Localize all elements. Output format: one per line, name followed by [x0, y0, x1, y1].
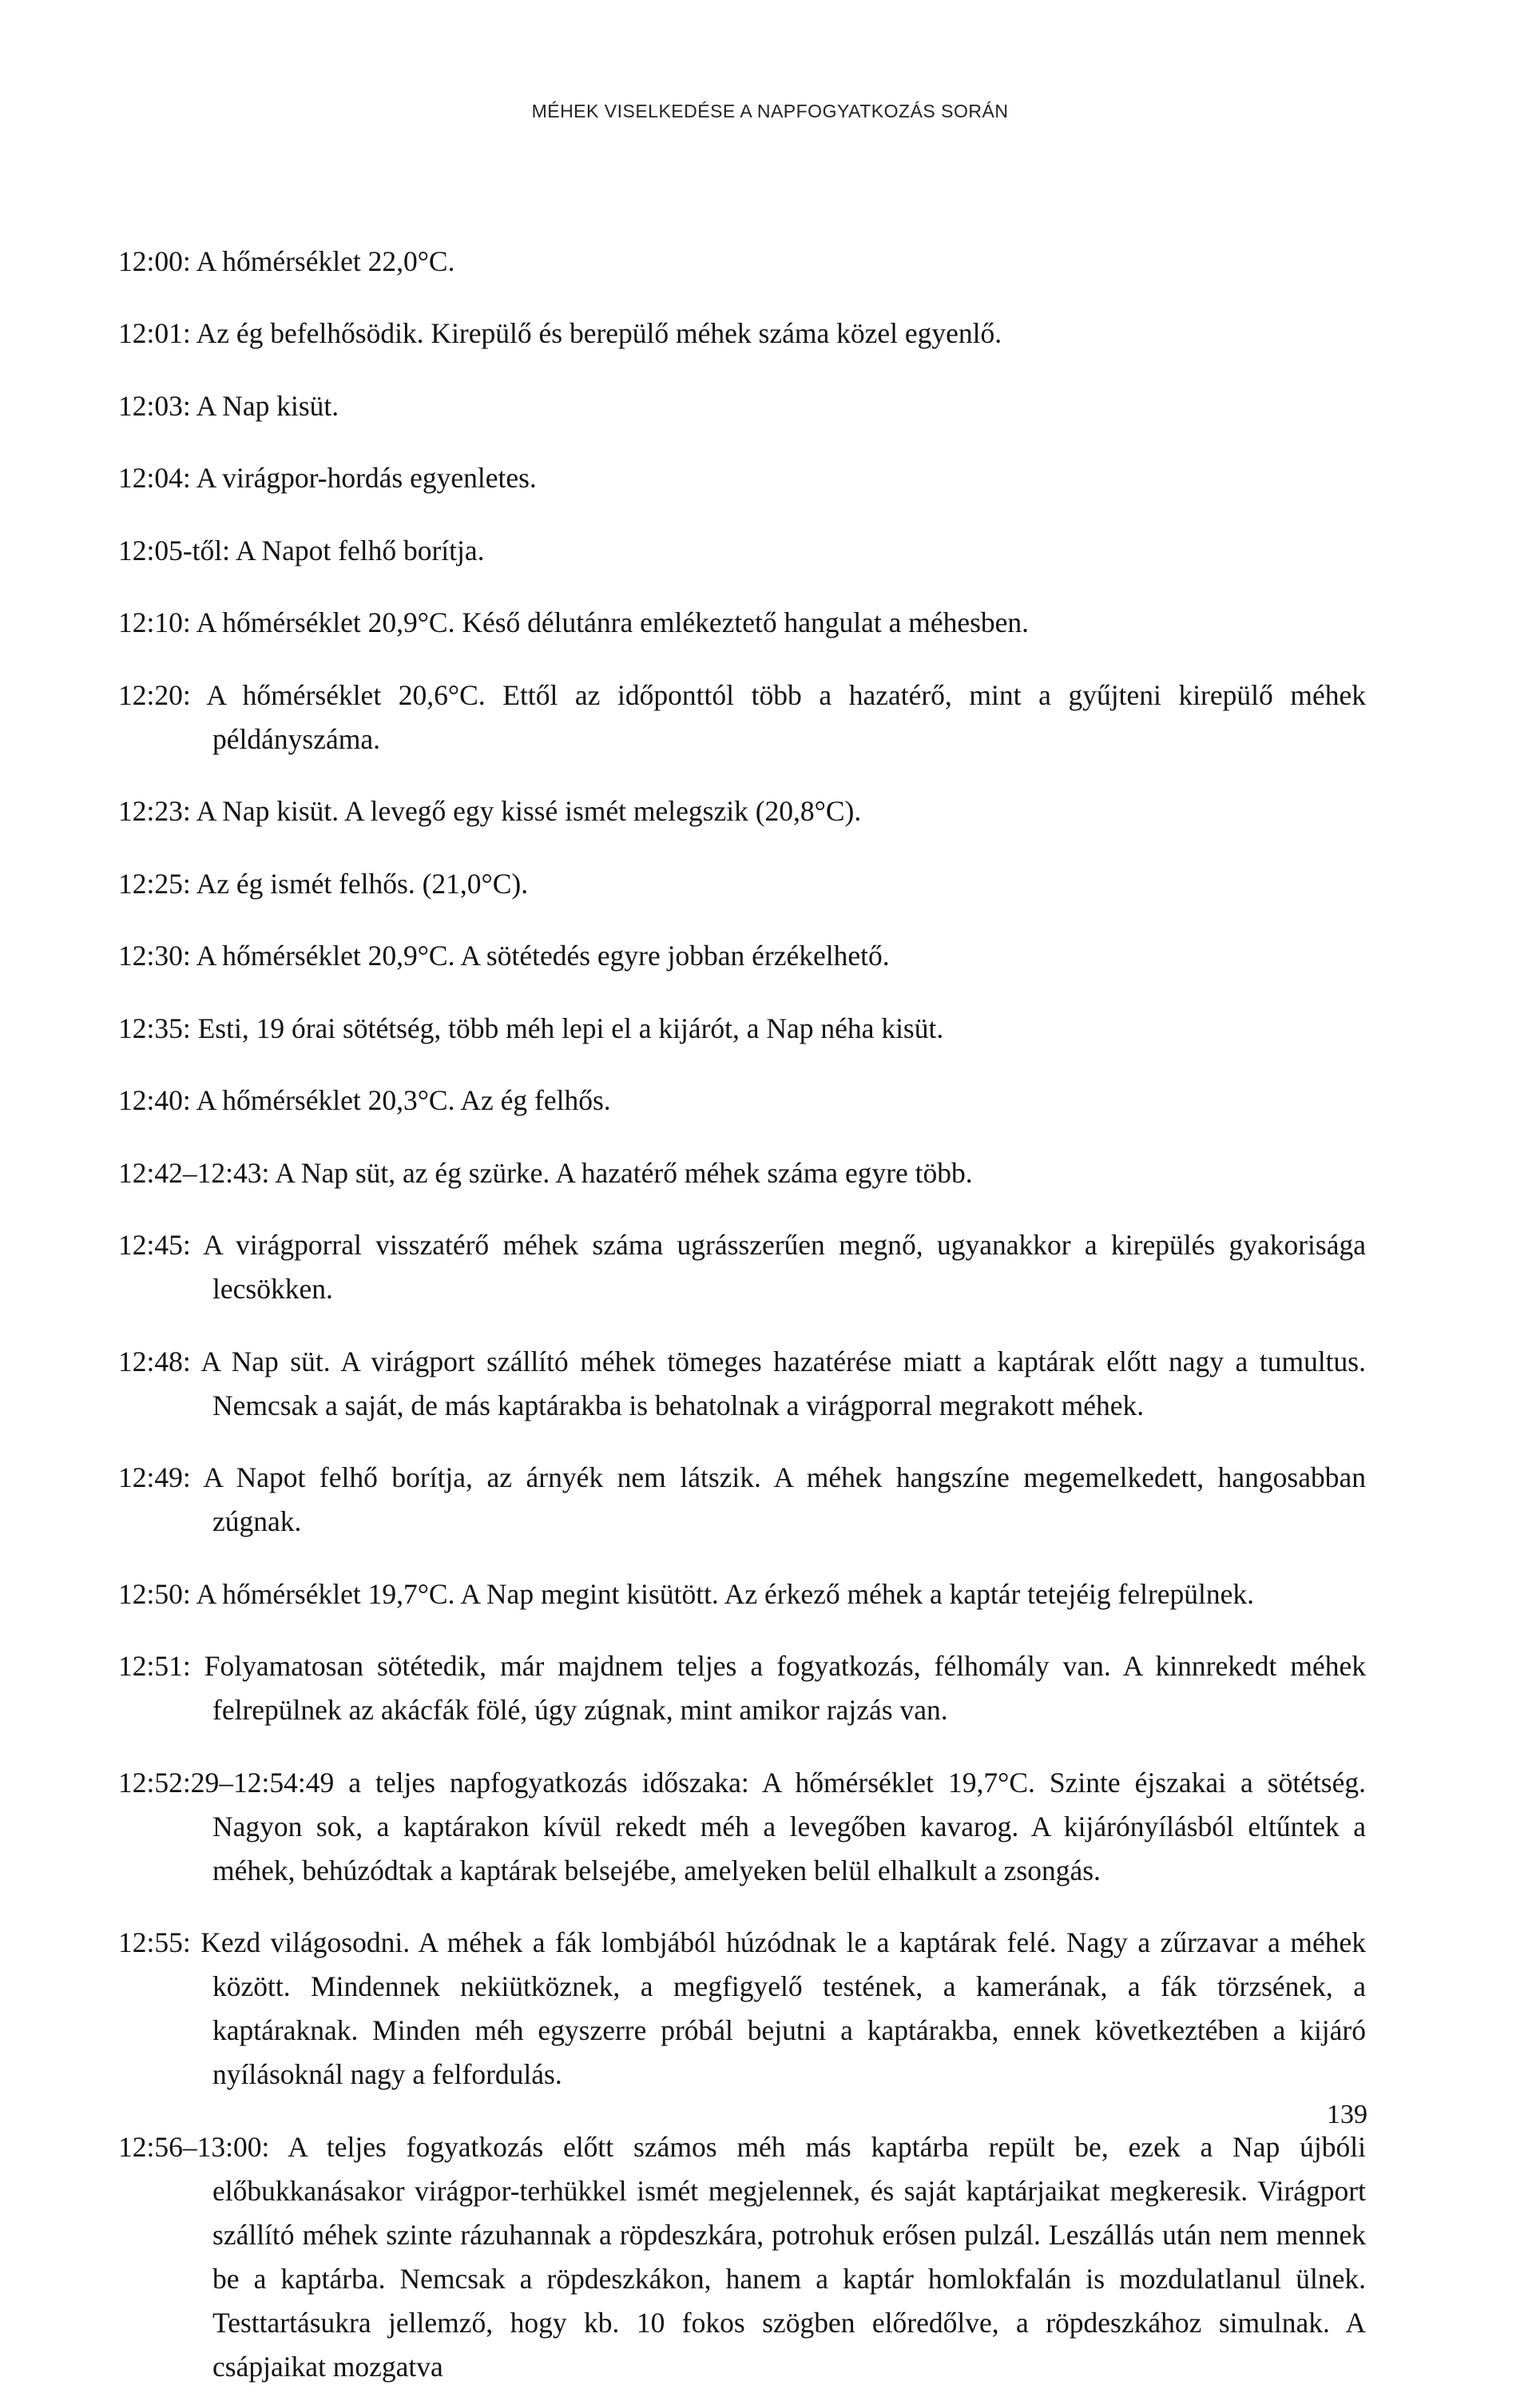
- log-entry: [118, 1456, 1366, 1544]
- entry-time: 12:56–13:00:: [118, 2130, 270, 2163]
- entry-time: 12:52:29–12:54:49: [118, 1766, 335, 1799]
- entry-time: 12:10:: [118, 606, 191, 638]
- log-entry: [118, 384, 1366, 428]
- entry-text: A Napot felhő borítja.: [235, 534, 485, 566]
- log-entry: [118, 1644, 1366, 1732]
- entry-time: 12:20:: [118, 678, 191, 711]
- entry-text: A hőmérséklet 20,3°C. Az ég felhős.: [196, 1084, 611, 1116]
- entry-time: 12:49:: [118, 1461, 191, 1493]
- entry-time: 12:51:: [118, 1650, 191, 1682]
- entry-text: A Nap süt. A virágport szállító méhek tömeges hazatérése miatt a kaptárak előtt nagy a tumultus. Nemcsak a saját, de más kaptárakba is behatolnak a virágporral megrakott méhek.: [200, 1345, 1366, 1421]
- entry-text: A hőmérséklet 19,7°C. A Nap megint kisütött. Az érkező méhek a kaptár tetejéig felrepülnek.: [196, 1577, 1255, 1610]
- entry-time: 12:05-től:: [118, 534, 231, 566]
- entry-text: A teljes fogyatkozás előtt számos méh más kaptárba repült be, ezek a Nap újbóli előbukkanásakor virágpor-terhükkel ismét megjelennek, és saját kaptárjaikat megkeresik. Virágport szállító méhek szinte rázuhannak a röpdeszkára, potrohuk erősen pulzál. Leszállás után nem mennek be a kaptárba. Nemcsak a röpdeszkákon, hanem a kaptár homlokfalán is mozdulatlanul ülnek. Testtartásukra jellemző, hogy kb. 10 fokos szögben előredőlve, a röpdeszkához simulnak. A csápjaikat mozgatva: [212, 2130, 1367, 2383]
- entry-time: 12:42–12:43:: [118, 1156, 270, 1189]
- entry-time: 12:01:: [118, 317, 191, 349]
- log-entry: [118, 1921, 1366, 2097]
- page-number: 139: [1327, 2100, 1367, 2129]
- log-entry: [118, 674, 1366, 761]
- log-entry: [118, 529, 1366, 573]
- log-entries: [118, 211, 1366, 2397]
- entry-time: 12:40:: [118, 1084, 191, 1116]
- log-entry: [118, 862, 1366, 906]
- log-entry: [118, 934, 1366, 978]
- log-entry: [118, 789, 1366, 833]
- log-entry: [118, 1079, 1366, 1123]
- log-entry: [118, 2125, 1366, 2389]
- entry-text: Esti, 19 órai sötétség, több méh lepi el a kijárót, a Nap néha kisüt.: [197, 1012, 944, 1044]
- entry-text: Az ég befelhősödik. Kirepülő és berepülő méhek száma közel egyenlő.: [196, 317, 1002, 349]
- running-header: MÉHEK VISELKEDÉSE A NAPFOGYATKOZÁS SORÁN: [531, 101, 1009, 121]
- entry-text: Folyamatosan sötétedik, már majdnem teljes a fogyatkozás, félhomály van. A kinnrekedt méhek felrepülnek az akácfák fölé, úgy zúgnak, mint amikor rajzás van.: [204, 1650, 1366, 1726]
- entry-text: A virágpor-hordás egyenletes.: [196, 462, 537, 494]
- entry-text: A hőmérséklet 20,6°C. Ettől az időponttól több a hazatérő, mint a gyűjteni kirepülő méhek példányszáma.: [206, 678, 1366, 755]
- entry-text: A Napot felhő borítja, az árnyék nem látszik. A méhek hangszíne megemelkedett, hangosabban zúgnak.: [203, 1461, 1367, 1537]
- entry-text: A Nap süt, az ég szürke. A hazatérő méhek száma egyre több.: [275, 1156, 973, 1189]
- entry-text: A virágporral visszatérő méhek száma ugrásszerűen megnő, ugyanakkor a kirepülés gyakorisága lecsökken.: [203, 1229, 1366, 1305]
- entry-text: a teljes napfogyatkozás időszaka: A hőmérséklet 19,7°C. Szinte éjszakai a sötétség. Nagyon sok, a kaptárakon kívül rekedt méh a levegőben kavarog. A kijárónyílásból eltűntek a méhek, behúzódtak a kaptárak belsejébe, amelyeken belül elhalkult a zsongás.: [212, 1766, 1366, 1886]
- log-entry: [118, 601, 1366, 645]
- entry-time: 12:30:: [118, 940, 191, 972]
- log-entry: [118, 312, 1366, 356]
- entry-text: A hőmérséklet 22,0°C.: [196, 244, 455, 277]
- log-entry: [118, 1761, 1366, 1893]
- entry-time: 12:50:: [118, 1577, 191, 1610]
- entry-text: A Nap kisüt. A levegő egy kissé ismét melegszik (20,8°C).: [196, 795, 862, 827]
- entry-text: A hőmérséklet 20,9°C. Késő délutánra emlékeztető hangulat a méhesben.: [196, 606, 1030, 638]
- log-entry: [118, 1340, 1366, 1428]
- log-entry: [118, 1007, 1366, 1051]
- entry-text: A Nap kisüt.: [196, 389, 339, 422]
- entry-text: Kezd világosodni. A méhek a fák lombjából húzódnak le a kaptárak felé. Nagy a zűrzavar a méhek között. Mindennek nekiütköznek, a megfigyelő testének, a kamerának, a fák törzsének, a kaptáraknak. Minden méh egyszerre próbál bejutni a kaptárakba, ennek következtében a kijáró nyílásoknál nagy a felfordulás.: [200, 1926, 1367, 2090]
- entry-time: 12:04:: [118, 462, 191, 494]
- log-entry: [118, 456, 1366, 500]
- log-entry: [118, 1572, 1366, 1616]
- entry-time: 12:00:: [118, 244, 191, 277]
- entry-time: 12:25:: [118, 867, 191, 900]
- entry-text: Az ég ismét felhős. (21,0°C).: [196, 867, 529, 900]
- entry-time: 12:23:: [118, 795, 191, 827]
- entry-text: A hőmérséklet 20,9°C. A sötétedés egyre jobban érzékelhető.: [196, 940, 890, 972]
- entry-time: 12:45:: [118, 1229, 191, 1261]
- log-entry: [118, 240, 1366, 284]
- log-entry: [118, 1151, 1366, 1195]
- entry-time: 12:03:: [118, 389, 191, 422]
- entry-time: 12:55:: [118, 1926, 191, 1958]
- log-entry: [118, 1223, 1366, 1311]
- entry-time: 12:48:: [118, 1345, 191, 1377]
- entry-time: 12:35:: [118, 1012, 191, 1044]
